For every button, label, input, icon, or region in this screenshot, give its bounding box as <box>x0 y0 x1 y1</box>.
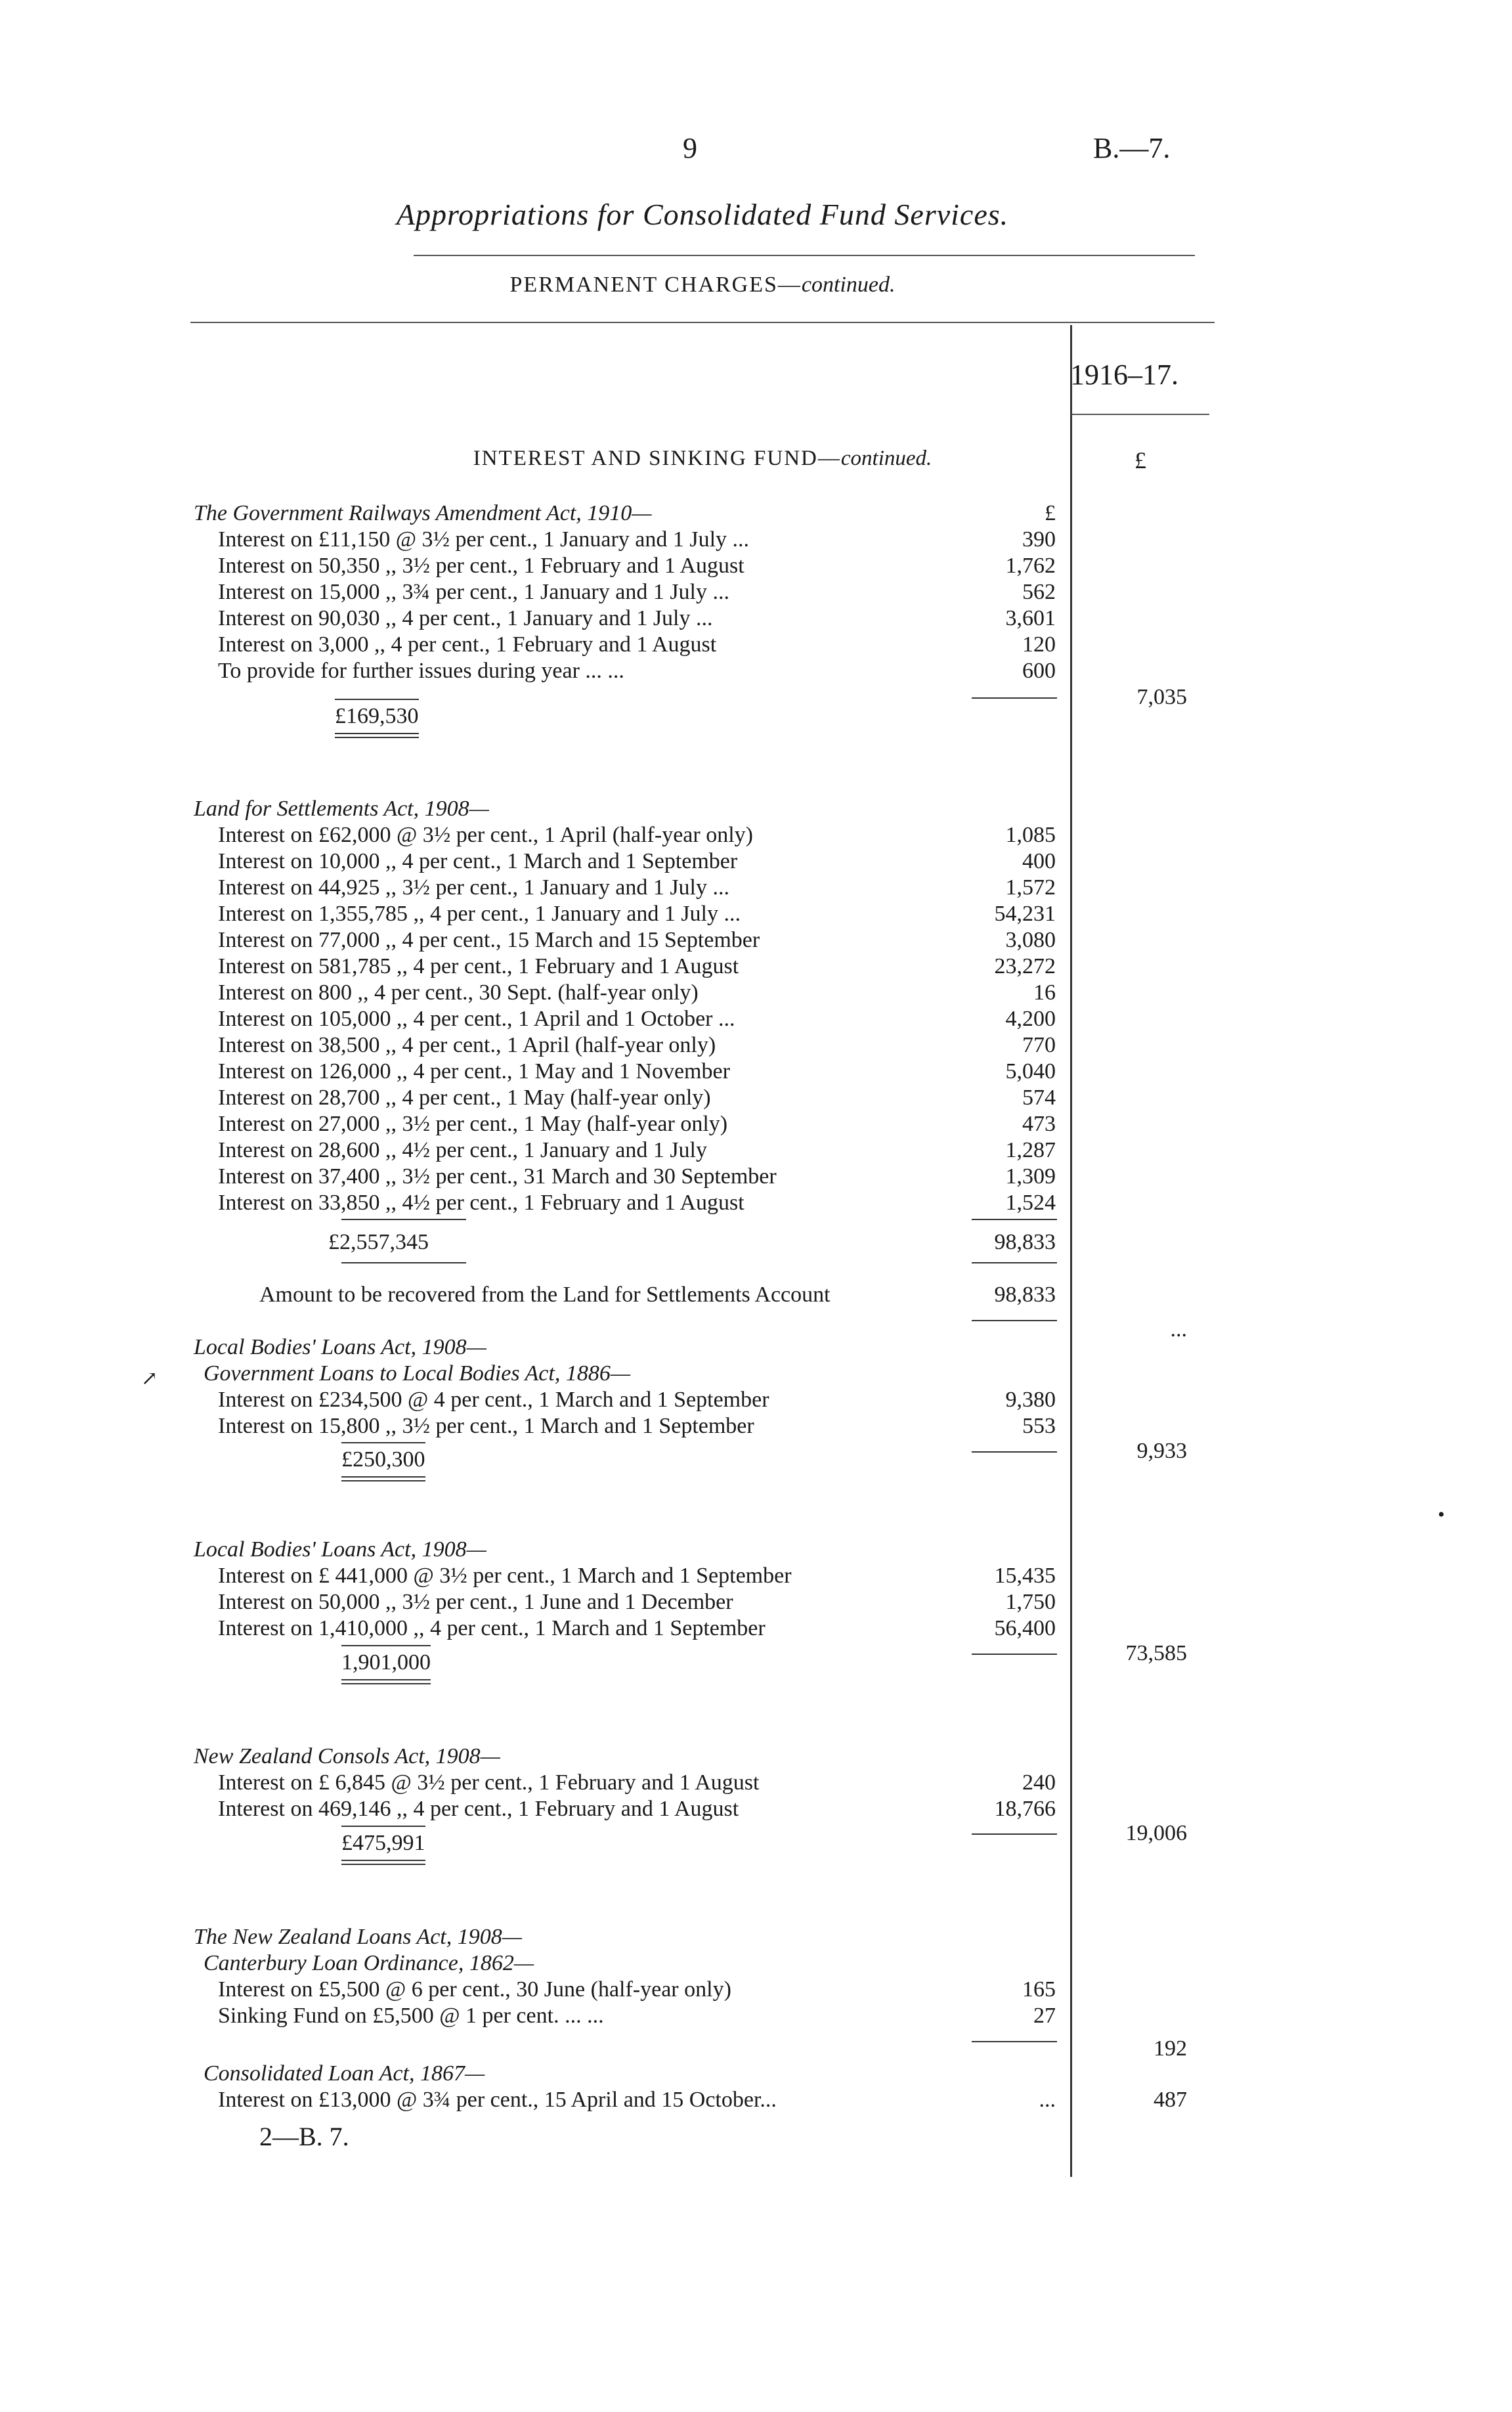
column-total-row <box>0 684 1512 711</box>
line-amount: 574 <box>1022 1085 1056 1110</box>
line-amount: 1,085 <box>1005 823 1056 847</box>
pound-sign: £ <box>1045 501 1056 525</box>
principal-total <box>335 699 419 738</box>
subtitle-continued: continued. <box>801 273 896 297</box>
line-text: Interest on 44,925 ,, 3½ per cent., 1 January and 1 July ... <box>218 875 729 900</box>
table-row <box>0 1085 1512 1111</box>
line-amount: 400 <box>1022 849 1056 873</box>
principal-total <box>341 1645 431 1684</box>
page-number: 9 <box>683 132 697 164</box>
sub-act-heading <box>0 1950 1512 1977</box>
line-text: Interest on 1,410,000 ,, 4 per cent., 1 March and 1 September <box>218 1616 766 1640</box>
act-heading-local-bodies-1908 <box>0 1537 1512 1563</box>
document-reference: B.—7. <box>1093 132 1171 164</box>
table-row <box>0 1589 1512 1615</box>
recovered-text: Amount to be recovered from the Land for Settlements Account <box>259 1283 831 1307</box>
line-text: Interest on 50,000 ,, 3½ per cent., 1 June and 1 December <box>218 1590 733 1614</box>
table-row <box>0 1977 1512 2003</box>
line-text: Interest on £ 441,000 @ 3½ per cent., 1 March and 1 September <box>218 1564 792 1588</box>
principal-total-value: £250,300 <box>341 1447 425 1472</box>
principal-rule <box>341 1262 466 1263</box>
line-amount: 9,380 <box>1005 1388 1056 1412</box>
line-amount: 600 <box>1022 659 1056 683</box>
line-amount: 4,200 <box>1005 1007 1056 1031</box>
act-title: New Zealand Consols Act, 1908— <box>194 1744 500 1768</box>
column-total: 192 <box>1154 2036 1187 2061</box>
line-text: Interest on 27,000 ,, 3½ per cent., 1 May (half-year only) <box>218 1112 728 1136</box>
act-heading-nz-loans <box>0 1924 1512 1950</box>
line-amount: 1,287 <box>1005 1138 1056 1162</box>
table-row <box>0 1413 1512 1439</box>
line-amount: 3,601 <box>1005 606 1056 630</box>
act-heading-consolidated-loan <box>0 2061 1512 2087</box>
line-amount: 390 <box>1022 527 1056 552</box>
act-heading-consols <box>0 1743 1512 1770</box>
table-row <box>0 527 1512 553</box>
table-row <box>0 901 1512 927</box>
printer-signature: 2—B. 7. <box>259 2122 349 2151</box>
act-title: Local Bodies' Loans Act, 1908— <box>194 1335 486 1359</box>
act-title: Consolidated Loan Act, 1867— <box>204 2061 485 2086</box>
line-amount: 562 <box>1022 580 1056 604</box>
column-total-row <box>0 1438 1512 1464</box>
line-text: Interest on 15,000 ,, 3¾ per cent., 1 January and 1 July ... <box>218 580 729 604</box>
line-amount: 16 <box>1033 980 1056 1005</box>
line-amount: 5,040 <box>1005 1059 1056 1084</box>
line-text: Interest on 28,700 ,, 4 per cent., 1 May (half-year only) <box>218 1085 711 1110</box>
table-row <box>0 954 1512 980</box>
line-text: Interest on 90,030 ,, 4 per cent., 1 January and 1 July ... <box>218 606 713 630</box>
recovered-amount: 98,833 <box>994 1283 1056 1307</box>
line-text: Interest on £5,500 @ 6 per cent., 30 June (half-year only) <box>218 1977 731 2002</box>
act-title: The Government Railways Amendment Act, 1910— <box>194 501 652 525</box>
table-row <box>0 875 1512 901</box>
column-total: 9,933 <box>1136 1439 1187 1463</box>
sub-act-heading <box>0 1361 1512 1387</box>
page-title: Appropriations for Consolidated Fund Services. <box>396 198 1009 231</box>
table-row <box>0 2003 1512 2029</box>
line-amount: 165 <box>1022 1977 1056 2002</box>
line-text: Interest on £13,000 @ 3¾ per cent., 15 April and 15 October... <box>218 2088 777 2112</box>
table-row <box>0 2087 1512 2113</box>
sum-rule <box>972 1219 1057 1220</box>
table-row <box>0 1387 1512 1413</box>
section-heading <box>0 447 1405 471</box>
principal-total-value: £475,991 <box>341 1831 425 1855</box>
table-row <box>0 1796 1512 1822</box>
recovered-row <box>0 1282 1512 1308</box>
line-amount: 1,750 <box>1005 1590 1056 1614</box>
year-column-header: 1916–17. <box>1070 359 1178 391</box>
table-row <box>0 980 1512 1006</box>
margin-mark: ↗ <box>141 1368 158 1390</box>
line-text: Interest on 800 ,, 4 per cent., 30 Sept. (half-year only) <box>218 980 699 1005</box>
header-rule <box>190 322 1215 323</box>
table-row <box>0 927 1512 954</box>
act-title: The New Zealand Loans Act, 1908— <box>194 1925 522 1949</box>
line-text: Interest on 581,785 ,, 4 per cent., 1 February and 1 August <box>218 954 739 978</box>
year-header-rule <box>1071 414 1209 415</box>
line-amount: 1,762 <box>1005 554 1056 578</box>
line-text: Interest on 15,800 ,, 3½ per cent., 1 March and 1 September <box>218 1414 754 1438</box>
subtotal-amount: 98,833 <box>994 1230 1056 1254</box>
act-title: Land for Settlements Act, 1908— <box>194 797 489 821</box>
title-rule <box>414 255 1195 256</box>
subtitle-main: PERMANENT CHARGES— <box>509 273 802 297</box>
line-amount: 1,572 <box>1005 875 1056 900</box>
subtitle <box>0 273 1405 297</box>
table-row <box>0 1190 1512 1216</box>
line-amount: 3,080 <box>1005 928 1056 952</box>
subtotal-row <box>0 1229 1512 1256</box>
column-total-row <box>0 1820 1512 1847</box>
table-row <box>0 1111 1512 1137</box>
line-amount: ... <box>1039 2088 1056 2112</box>
principal-total-value: 1,901,000 <box>341 1650 431 1675</box>
table-row <box>0 822 1512 848</box>
line-text: Interest on 126,000 ,, 4 per cent., 1 May and 1 November <box>218 1059 730 1084</box>
line-amount: 1,309 <box>1005 1164 1056 1189</box>
section-heading-main: INTEREST AND SINKING FUND— <box>473 447 841 470</box>
line-amount: 18,766 <box>994 1797 1056 1821</box>
table-row <box>0 579 1512 605</box>
line-text: Interest on 77,000 ,, 4 per cent., 15 March and 15 September <box>218 928 760 952</box>
line-text: Interest on 3,000 ,, 4 per cent., 1 February and 1 August <box>218 632 717 657</box>
act-heading-railways <box>0 500 1512 527</box>
line-text: Interest on £ 6,845 @ 3½ per cent., 1 February and 1 August <box>218 1770 760 1795</box>
line-text: Interest on 37,400 ,, 3½ per cent., 31 March and 30 September <box>218 1164 777 1189</box>
column-total: 487 <box>1154 2088 1187 2112</box>
table-row <box>0 1032 1512 1059</box>
line-amount: 770 <box>1022 1033 1056 1057</box>
column-total: ... <box>1170 1317 1187 1342</box>
line-text: Interest on 469,146 ,, 4 per cent., 1 February and 1 August <box>218 1797 739 1821</box>
principal-total-value: £169,530 <box>335 704 419 728</box>
line-text: Interest on £234,500 @ 4 per cent., 1 March and 1 September <box>218 1388 769 1412</box>
line-text: Interest on 105,000 ,, 4 per cent., 1 April and 1 October ... <box>218 1007 735 1031</box>
table-row <box>0 1059 1512 1085</box>
table-row <box>0 1137 1512 1164</box>
line-text: Interest on 28,600 ,, 4½ per cent., 1 January and 1 July <box>218 1138 707 1162</box>
sub-act-title: Government Loans to Local Bodies Act, 1886— <box>204 1361 631 1386</box>
column-total: 19,006 <box>1125 1821 1187 1845</box>
line-text: To provide for further issues during year ... ... <box>218 659 624 683</box>
line-text: Interest on 50,350 ,, 3½ per cent., 1 February and 1 August <box>218 554 745 578</box>
line-amount: 54,231 <box>994 902 1056 926</box>
pound-column-header: £ <box>1134 447 1146 473</box>
table-row <box>0 1006 1512 1032</box>
table-row <box>0 1615 1512 1642</box>
act-title: Local Bodies' Loans Act, 1908— <box>194 1537 486 1562</box>
line-amount: 1,524 <box>1005 1191 1056 1215</box>
line-amount: 240 <box>1022 1770 1056 1795</box>
act-heading-settlements <box>0 796 1512 822</box>
table-row <box>0 632 1512 658</box>
line-amount: 15,435 <box>994 1564 1056 1588</box>
act-heading-local-bodies <box>0 1334 1512 1361</box>
line-text: Sinking Fund on £5,500 @ 1 per cent. ... ... <box>218 2004 604 2028</box>
table-row <box>0 605 1512 632</box>
column-total: 7,035 <box>1136 685 1187 709</box>
principal-total <box>341 1442 425 1481</box>
section-heading-continued: continued. <box>840 447 932 470</box>
table-row <box>0 1770 1512 1796</box>
line-text: Interest on £11,150 @ 3½ per cent., 1 January and 1 July ... <box>218 527 750 552</box>
principal-total <box>341 1826 425 1865</box>
line-amount: 56,400 <box>994 1616 1056 1640</box>
column-total-row <box>0 2036 1512 2062</box>
line-amount: 120 <box>1022 632 1056 657</box>
column-total: 73,585 <box>1125 1641 1187 1665</box>
stray-dot: • <box>1438 1504 1445 1525</box>
line-text: Interest on 1,355,785 ,, 4 per cent., 1 January and 1 July ... <box>218 902 741 926</box>
table-row <box>0 1563 1512 1589</box>
table-row <box>0 1164 1512 1190</box>
table-row <box>0 848 1512 875</box>
line-text: Interest on 38,500 ,, 4 per cent., 1 April (half-year only) <box>218 1033 716 1057</box>
column-total-row <box>0 1640 1512 1667</box>
table-row <box>0 553 1512 579</box>
sum-rule <box>972 1262 1057 1263</box>
principal-rule <box>341 1219 466 1220</box>
line-amount: 27 <box>1033 2004 1056 2028</box>
line-text: Interest on 33,850 ,, 4½ per cent., 1 February and 1 August <box>218 1191 745 1215</box>
sub-act-title: Canterbury Loan Ordinance, 1862— <box>204 1951 534 1975</box>
line-amount: 23,272 <box>994 954 1056 978</box>
line-text: Interest on £62,000 @ 3½ per cent., 1 April (half-year only) <box>218 823 753 847</box>
principal-total-value: £2,557,345 <box>328 1230 429 1254</box>
line-amount: 473 <box>1022 1112 1056 1136</box>
line-amount: 553 <box>1022 1414 1056 1438</box>
line-text: Interest on 10,000 ,, 4 per cent., 1 March and 1 September <box>218 849 738 873</box>
table-row <box>0 658 1512 684</box>
